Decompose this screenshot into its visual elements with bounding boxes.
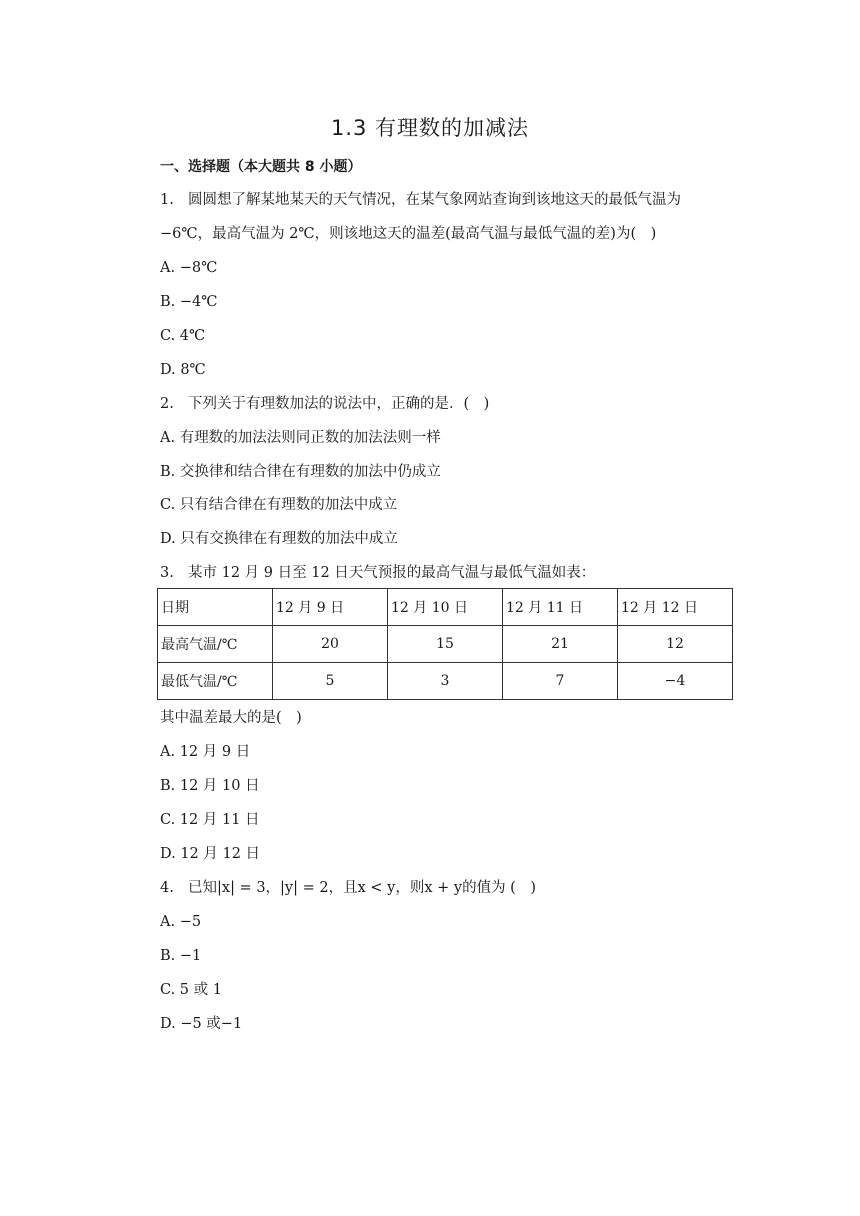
- table-cell: 12 月 10 日: [388, 589, 503, 626]
- table-row: [158, 663, 733, 700]
- option-c: C. 只有结合律在有理数的加法中成立: [160, 497, 398, 513]
- table-cell: 3: [388, 663, 503, 700]
- temperature-table: [157, 588, 733, 700]
- option-a: A. −8℃: [160, 260, 218, 276]
- option-c: C. 5 或 1: [160, 982, 222, 998]
- table-cell: 12: [618, 626, 733, 663]
- table-cell: 21: [503, 626, 618, 663]
- question-text: 下列关于有理数加法的说法中，正确的是．( ): [188, 396, 490, 412]
- table-cell: 最高气温/℃: [158, 626, 273, 663]
- table-cell: 20: [273, 626, 388, 663]
- table-cell: 12 月 12 日: [618, 589, 733, 626]
- question-text: 圆圆想了解某地某天的天气情况，在某气象网站查询到该地这天的最低气温为: [188, 192, 681, 208]
- question-number: 3.: [160, 565, 174, 581]
- question-3-prompt: 其中温差最大的是( ): [160, 710, 302, 726]
- option-d: D. 8℃: [160, 362, 206, 378]
- question-text: 已知|x| = 3，|y| = 2，且x < y，则x + y的值为 ( ): [188, 880, 536, 896]
- option-c: C. 12 月 11 日: [160, 812, 260, 828]
- option-d: D. 12 月 12 日: [160, 846, 261, 862]
- question-number: 4.: [160, 880, 174, 896]
- table-row: [158, 626, 733, 663]
- option-b: B. 12 月 10 日: [160, 778, 260, 794]
- table-cell: 5: [273, 663, 388, 700]
- table-cell: 最低气温/℃: [158, 663, 273, 700]
- question-text: 某市 12 月 9 日至 12 日天气预报的最高气温与最低气温如表：: [188, 565, 596, 581]
- table-cell: −4: [618, 663, 733, 700]
- option-a: A. −5: [160, 914, 202, 930]
- option-b: B. 交换律和结合律在有理数的加法中仍成立: [160, 464, 441, 480]
- question-3: [160, 563, 595, 583]
- question-1: [160, 190, 681, 210]
- question-number: 1.: [160, 192, 174, 208]
- option-a: A. 12 月 9 日: [160, 744, 251, 760]
- question-1-line-2: −6℃，最高气温为 2℃，则该地这天的温差(最高气温与最低气温的差)为( ): [160, 226, 657, 242]
- question-2: [160, 394, 489, 414]
- table-cell: 15: [388, 626, 503, 663]
- option-d: D. 只有交换律在有理数的加法中成立: [160, 531, 398, 547]
- option-b: B. −4℃: [160, 294, 218, 310]
- question-number: 2.: [160, 396, 174, 412]
- option-d: D. −5 或−1: [160, 1016, 243, 1032]
- option-b: B. −1: [160, 948, 202, 964]
- table-cell: 12 月 9 日: [273, 589, 388, 626]
- page-title: 1.3 有理数的加减法: [330, 116, 530, 140]
- option-c: C. 4℃: [160, 328, 206, 344]
- table-header-row: [158, 589, 733, 626]
- table-cell: 7: [503, 663, 618, 700]
- question-4: [160, 878, 536, 898]
- table-cell: 12 月 11 日: [503, 589, 618, 626]
- table-cell: 日期: [158, 589, 273, 626]
- option-a: A. 有理数的加法法则同正数的加法法则一样: [160, 430, 441, 446]
- section-heading: 一、选择题（本大题共 8 小题）: [160, 159, 362, 175]
